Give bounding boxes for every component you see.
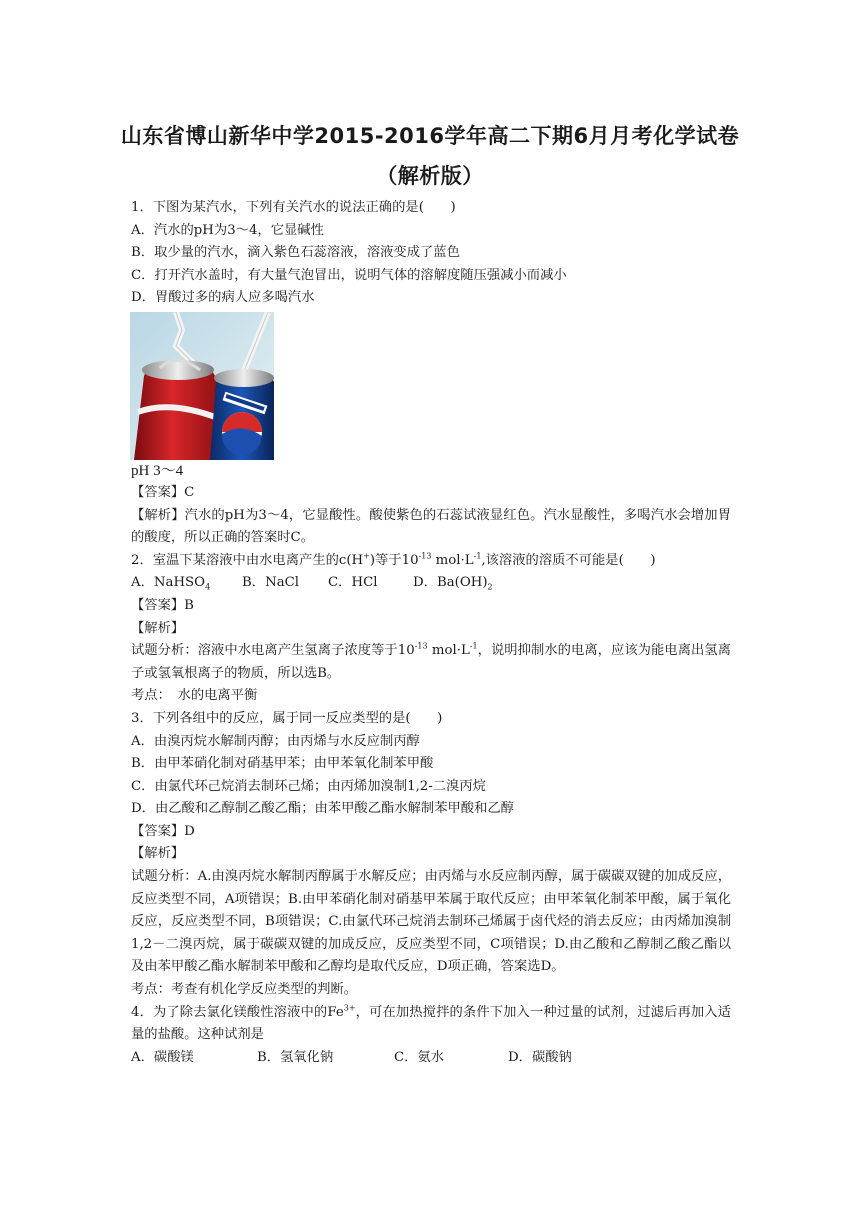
q2-point: 考点： 水的电离平衡 [131,688,258,704]
q1-option-d: D．胃酸过多的病人应多喝汽水 [131,290,315,306]
q3-option-d: D．由乙酸和乙醇制乙酸乙酯；由苯甲酸乙酯水解制苯甲酸和乙醇 [131,801,514,817]
q2-stem: 2．室温下某溶液中由水电离产生的c(H+)等于$10^{-13}$ $mol\cdot L^{-1}$,该溶液的溶质不可能是( ) [131,551,656,568]
q1-stem: 1．下图为某汽水，下列有关汽水的说法正确的是( ) [131,200,456,215]
q1-answer: 【答案】C [131,484,195,500]
q1-analysis: 【解析】汽水的pH为3～4，它显酸性。酸使紫色的石蕊试液显红色。汽水显酸性，多喝汽水会增加胃的酸度，所以正确的答案时C。 [131,507,731,546]
q1-option-c: C．打开汽水盖时，有大量气泡冒出，说明气体的溶解度随压强减小而减小 [131,267,567,283]
q2-option-a: A．NaHSO$_4$ [131,575,211,592]
q3-analysis-heading: 【解析】 [131,846,185,862]
soda-cans-photo [130,312,274,460]
document-body [131,197,731,1069]
q1-option-a: A．汽水的pH为3～4，它显碱性 [131,222,324,238]
q2-analysis: 试题分析：溶液中水电离产生氢离子浓度等于$10^{-13}$ $mol\cdot L^{-1}$，说明抑制水的电离，应该为能电离出氢离子或氢氧根离子的物质，所以选B。 [131,641,732,681]
q4-option-c: C．氨水 [394,1049,445,1065]
q4-stem: 4．为了除去氯化镁酸性溶液中的$Fe^{3+}$，可在加热搅拌的条件下加入一种过量的试剂，过滤后再加入适量的盐酸。这种试剂是 [131,1003,732,1043]
q3-stem: 3．下列各组中的反应，属于同一反应类型的是( ) [131,710,443,726]
q3-answer: 【答案】D [131,823,195,839]
q4-option-a: A．碳酸镁 [131,1049,194,1065]
q4-option-d: D．碳酸钠 [508,1049,572,1065]
q1-option-b: B．取少量的汽水，滴入紫色石蕊溶液，溶液变成了蓝色 [131,245,460,261]
q2-answer: 【答案】B [131,597,194,613]
q2-analysis-heading: 【解析】 [131,620,185,636]
q3-option-b: B．由甲苯硝化制对硝基甲苯；由甲苯氧化制苯甲酸 [131,756,434,772]
q2-option-c: C．HCl [328,575,378,591]
figure-caption: pH 3～4 [131,462,184,479]
q3-option-a: A．由溴丙烷水解制丙醇；由丙烯与水反应制丙醇 [131,733,420,749]
q2-option-b: B．NaCl [242,575,300,591]
q4-options [131,1047,731,1070]
document-subtitle: （解析版） [376,164,484,188]
q4-option-b: B．氢氧化钠 [257,1049,334,1065]
soda-cans-illustration [130,312,274,460]
document-title: 山东省博山新华中学2015-2016学年高二下期6月月考化学试卷 [120,124,740,148]
q2-options [131,572,731,595]
q3-analysis: 试题分析：A.由溴丙烷水解制丙醇属于水解反应；由丙烯与水反应制丙醇，属于碳碳双键的加成反应，反应类型不同，A项错误；B.由甲苯硝化制对硝基甲苯属于取代反应；由甲苯氧化制苯甲酸，属于氧化反应，反应类型不同，B项错误；C.由氯代环己烷消去制环己烯属于卤代烃的消去反应；由丙烯加溴制1,2－二溴丙烷，属于碳碳双键的加成反应，反应类型不同，C项错误；D.由乙酸和乙醇制乙酸乙酯以及由苯甲酸乙酯水解制苯甲酸和乙醇均是取代反应，D项正确，答案选D。 [131,869,731,975]
q2-option-d: D．$Ba(OH)_2$ [413,575,493,592]
q3-point: 考点：考查有机化学反应类型的判断。 [131,982,358,998]
q3-option-c: C．由氯代环己烷消去制环己烯；由丙烯加溴制1,2-二溴丙烷 [131,778,486,794]
